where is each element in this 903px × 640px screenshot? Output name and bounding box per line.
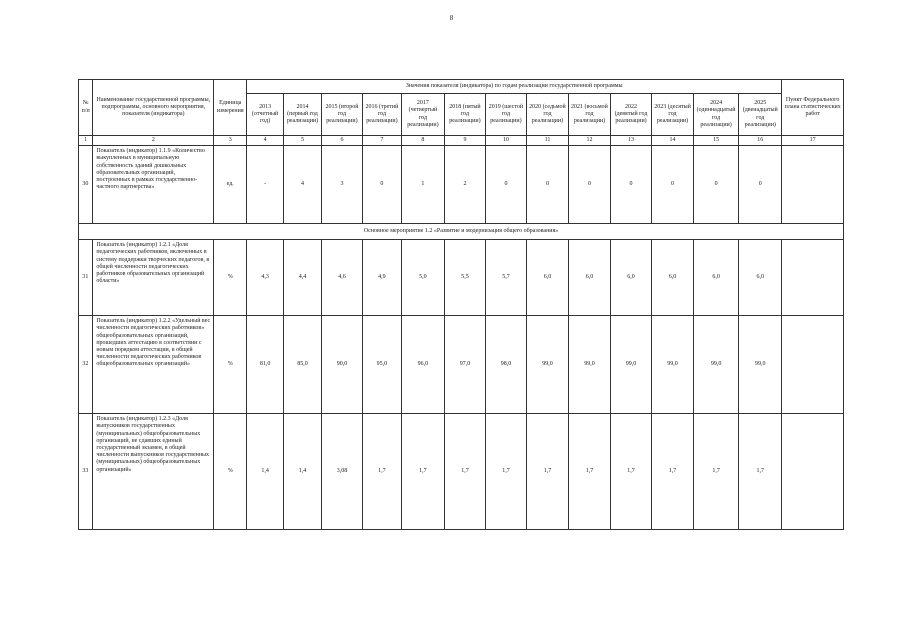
value-cell: 1,4 xyxy=(247,414,284,530)
header-federal-plan: Пункт Федерального плана статистических работ xyxy=(782,80,844,136)
indicator-name: Показатель (индикатор) 1.2.3 «Доля выпускников государственных (муниципальных) общеобразовательных организаций, не сдавших единый государственный экзамен, в общей численности выпускников государственных (муниципальных) общеобразовательных организаций» xyxy=(93,414,214,530)
value-cell: 95,0 xyxy=(362,316,401,414)
indicator-name: Показатель (индикатор) 1.1.9 «Количество выкупленных в муниципальную собственность зданий дошкольных образовательных организаций, построенных в рамках государственно-частного партнерства» xyxy=(93,146,214,224)
value-cell: 1,7 xyxy=(739,414,782,530)
column-number: 4 xyxy=(247,136,284,146)
header-values-group: Значения показателя (индикатора) по годам реализации государственной программы xyxy=(247,80,782,94)
value-cell: 0 xyxy=(568,146,610,224)
header-year: 2013 (отчетный год) xyxy=(247,94,284,136)
row-number: 33 xyxy=(79,414,93,530)
value-cell: 1,7 xyxy=(401,414,444,530)
row-number: 30 xyxy=(79,146,93,224)
column-number: 11 xyxy=(526,136,568,146)
column-number: 5 xyxy=(284,136,322,146)
header-year: 2020 (седьмой год реализации) xyxy=(526,94,568,136)
unit-cell: % xyxy=(214,240,247,316)
value-cell: 1,7 xyxy=(485,414,526,530)
table-row xyxy=(79,316,844,414)
value-cell: 0 xyxy=(611,146,652,224)
federal-plan-cell xyxy=(782,414,844,530)
value-cell: 0 xyxy=(362,146,401,224)
value-cell: 99,0 xyxy=(739,316,782,414)
unit-cell: % xyxy=(214,414,247,530)
value-cell: 5,0 xyxy=(401,240,444,316)
column-number: 7 xyxy=(362,136,401,146)
value-cell: 1,7 xyxy=(444,414,485,530)
column-number: 10 xyxy=(485,136,526,146)
header-year: 2014 (первый год реализации) xyxy=(284,94,322,136)
value-cell: 6,0 xyxy=(611,240,652,316)
indicator-name: Показатель (индикатор) 1.2.1 «Доля педагогических работников, включенных в систему поддержки творческих педагогов, в общей численности педагогических работников образовательных организаций области» xyxy=(93,240,214,316)
indicator-table xyxy=(78,79,844,530)
value-cell: 99,0 xyxy=(568,316,610,414)
column-number: 13 xyxy=(611,136,652,146)
table-row xyxy=(79,240,844,316)
column-number: 1 xyxy=(79,136,93,146)
header-year: 2017 (четвертый год реализации) xyxy=(401,94,444,136)
table-row xyxy=(79,146,844,224)
value-cell: 1,7 xyxy=(362,414,401,530)
column-number: 14 xyxy=(652,136,694,146)
value-cell: 81,0 xyxy=(247,316,284,414)
value-cell: 97,0 xyxy=(444,316,485,414)
value-cell: 90,0 xyxy=(321,316,362,414)
value-cell: 4,4 xyxy=(284,240,322,316)
column-number: 2 xyxy=(93,136,214,146)
value-cell: 0 xyxy=(694,146,739,224)
federal-plan-cell xyxy=(782,146,844,224)
value-cell: 4,9 xyxy=(362,240,401,316)
header-year: 2018 (пятый год реализации) xyxy=(444,94,485,136)
value-cell: 6,0 xyxy=(739,240,782,316)
header-year: 2024 (одиннадцатый год реализации) xyxy=(694,94,739,136)
value-cell: 85,0 xyxy=(284,316,322,414)
column-number: 6 xyxy=(321,136,362,146)
header-year: 2021 (восьмой год реализации) xyxy=(568,94,610,136)
federal-plan-cell xyxy=(782,240,844,316)
header-year: 2015 (второй год реализации) xyxy=(321,94,362,136)
value-cell: 96,0 xyxy=(401,316,444,414)
value-cell: 1,7 xyxy=(568,414,610,530)
value-cell: 2 xyxy=(444,146,485,224)
value-cell: 99,0 xyxy=(611,316,652,414)
column-number: 17 xyxy=(782,136,844,146)
header-year: 2019 (шестой год реализации) xyxy=(485,94,526,136)
value-cell: 6,0 xyxy=(526,240,568,316)
value-cell: 0 xyxy=(485,146,526,224)
column-number: 12 xyxy=(568,136,610,146)
header-unit: Единица измерения xyxy=(214,80,247,136)
value-cell: 6,0 xyxy=(652,240,694,316)
value-cell: 1,7 xyxy=(611,414,652,530)
page-number: 8 xyxy=(449,14,454,22)
value-cell: 1,7 xyxy=(526,414,568,530)
row-number: 31 xyxy=(79,240,93,316)
value-cell: 1,7 xyxy=(694,414,739,530)
header-name: Наименование государственной программы, подпрограммы, основного мероприятия, показателя (индикатора) xyxy=(93,80,214,136)
value-cell: 0 xyxy=(652,146,694,224)
value-cell: 99,0 xyxy=(526,316,568,414)
header-year: 2025 (двенадцатый год реализации) xyxy=(739,94,782,136)
value-cell: 1,4 xyxy=(284,414,322,530)
value-cell: 98,0 xyxy=(485,316,526,414)
header-year: 2022 (девятый год реализации) xyxy=(611,94,652,136)
value-cell: 5,5 xyxy=(444,240,485,316)
value-cell: 1 xyxy=(401,146,444,224)
value-cell: 5,7 xyxy=(485,240,526,316)
unit-cell: % xyxy=(214,316,247,414)
header-year: 2023 (десятый год реализации) xyxy=(652,94,694,136)
value-cell: 6,0 xyxy=(694,240,739,316)
value-cell: 1,7 xyxy=(652,414,694,530)
unit-cell: ед. xyxy=(214,146,247,224)
column-number: 9 xyxy=(444,136,485,146)
federal-plan-cell xyxy=(782,316,844,414)
section-title: Основное мероприятие 1.2 «Развитие и модернизация общего образования» xyxy=(79,224,844,240)
value-cell: 4 xyxy=(284,146,322,224)
column-number: 3 xyxy=(214,136,247,146)
column-number: 15 xyxy=(694,136,739,146)
row-number: 32 xyxy=(79,316,93,414)
value-cell: 0 xyxy=(526,146,568,224)
value-cell: 99,0 xyxy=(694,316,739,414)
value-cell: 6,0 xyxy=(568,240,610,316)
column-number: 8 xyxy=(401,136,444,146)
section-row xyxy=(79,224,844,240)
value-cell: - xyxy=(247,146,284,224)
value-cell: 4,6 xyxy=(321,240,362,316)
indicator-name: Показатель (индикатор) 1.2.2 «Удельный вес численности педагогических работников» общеобразовательных организаций, прошедших аттестацию в соответствии с новым порядком аттестации, в общей численности педагогических работников общеобразовательных организаций» xyxy=(93,316,214,414)
value-cell: 99,0 xyxy=(652,316,694,414)
value-cell: 0 xyxy=(739,146,782,224)
value-cell: 4,3 xyxy=(247,240,284,316)
header-year: 2016 (третий год реализации) xyxy=(362,94,401,136)
value-cell: 3,08 xyxy=(321,414,362,530)
column-number: 16 xyxy=(739,136,782,146)
header-num: № п/п xyxy=(79,80,93,136)
table-row xyxy=(79,414,844,530)
value-cell: 3 xyxy=(321,146,362,224)
